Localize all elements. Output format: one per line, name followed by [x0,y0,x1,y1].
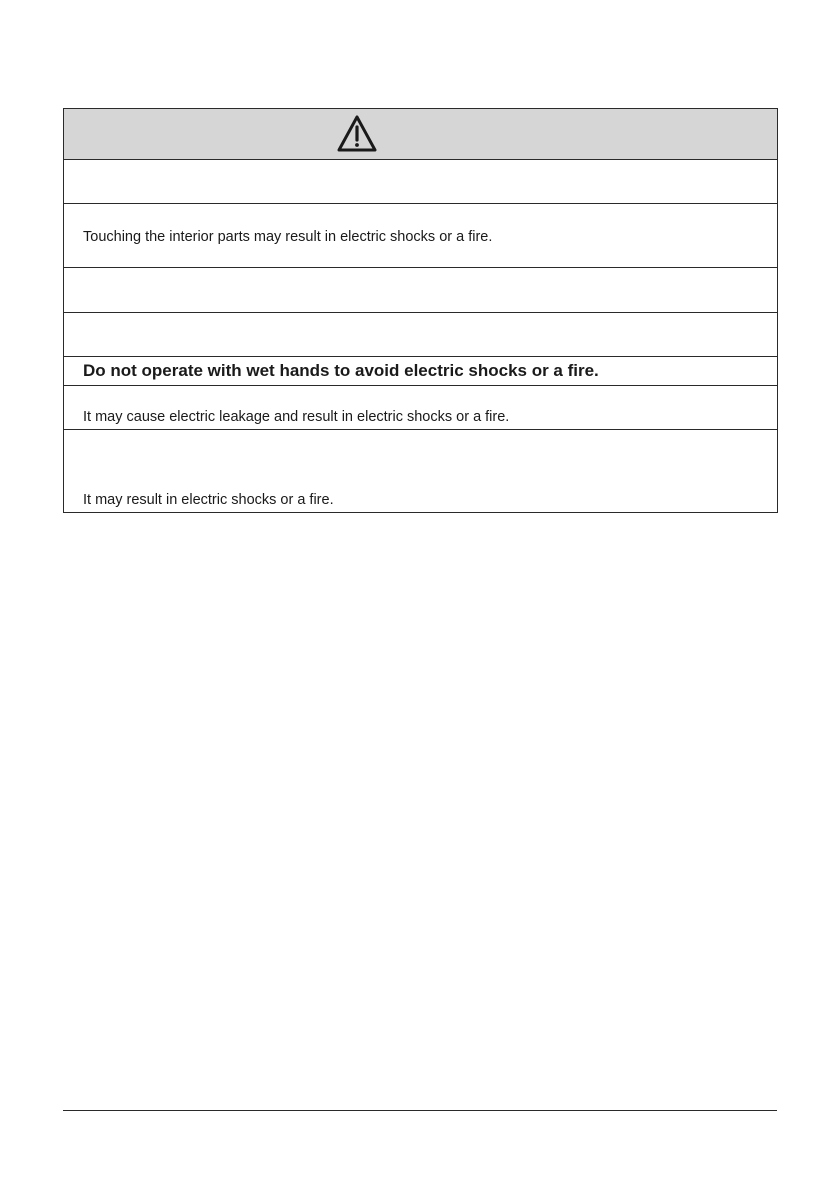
warning-row-3 [64,268,777,313]
warning-row-6 [64,386,777,430]
warning-header [64,109,777,160]
warning-triangle-icon [336,114,378,154]
warning-row-2 [64,204,777,268]
warning-row-5 [64,357,777,386]
warning-row-4 [64,313,777,357]
warning-row-7-text: It may result in electric shocks or a fire. [83,492,334,508]
warning-row-1 [64,160,777,204]
footer-divider [63,1110,777,1111]
warning-row-2-text: Touching the interior parts may result in electric shocks or a fire. [83,229,493,245]
warning-table [63,108,778,513]
warning-row-5-heading: Do not operate with wet hands to avoid electric shocks or a fire. [83,361,599,380]
warning-row-7 [64,430,777,512]
warning-row-6-text: It may cause electric leakage and result in electric shocks or a fire. [83,409,510,425]
